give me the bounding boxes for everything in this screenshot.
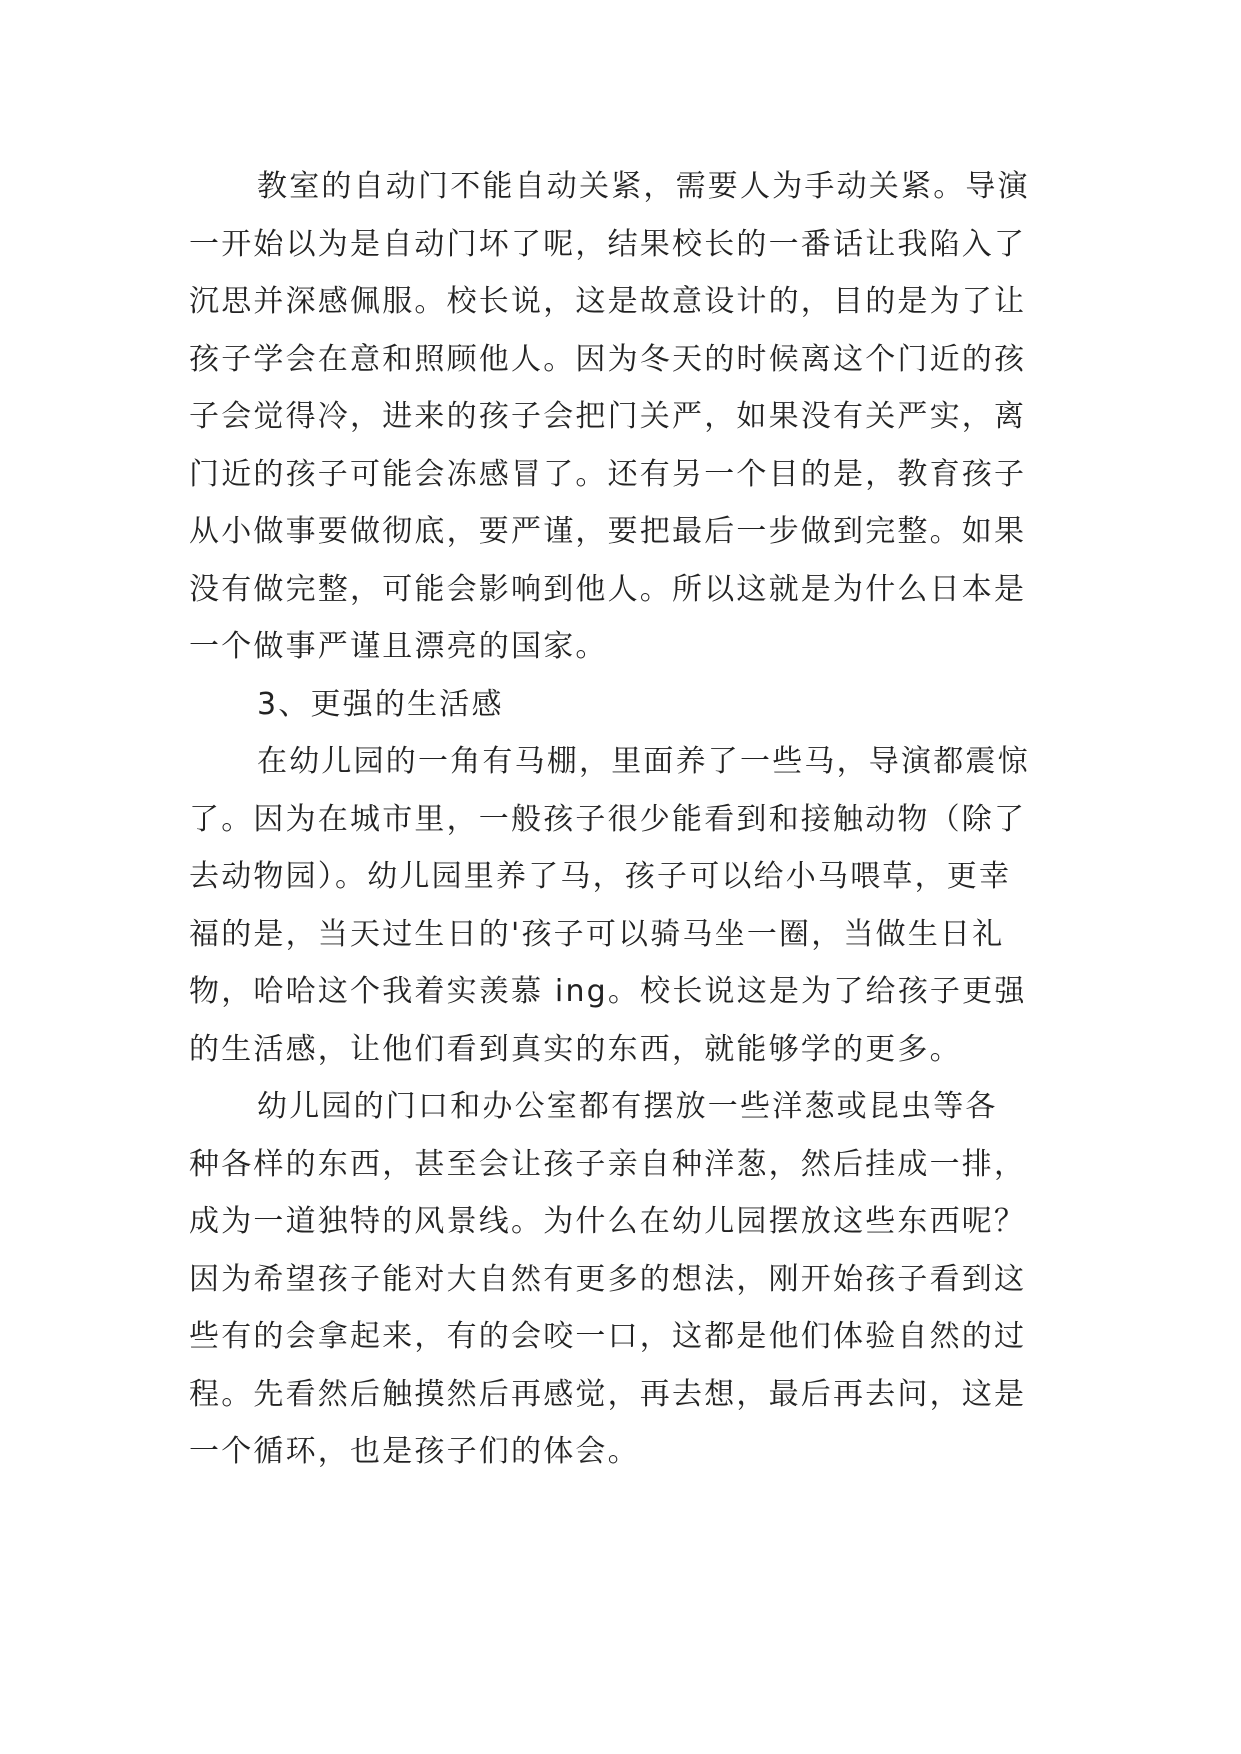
text-line: 种各样的东西，甚至会让孩子亲自种洋葱，然后挂成一排， [189,1146,1027,1182]
text-line: 程。先看然后触摸然后再感觉，再去想，最后再去问，这是 [189,1376,1027,1412]
text-line: 了。因为在城市里，一般孩子很少能看到和接触动物（除了 [189,801,1027,837]
heading-text: 3、更强的生活感 [257,686,504,722]
paragraph-horse-stable [189,733,1069,1078]
text-line: 孩子学会在意和照顾他人。因为冬天的时候离这个门近的孩 [189,341,1027,377]
paragraph-onions-insects [189,1078,1069,1481]
text-line: 在幼儿园的一角有马棚，里面养了一些马，导演都震惊 [257,744,1030,779]
text-line: 门近的孩子可能会冻感冒了。还有另一个目的是，教育孩子 [189,456,1027,492]
section-heading [189,676,1069,734]
text-line: 物，哈哈这个我着实羡慕 ing。校长说这是为了给孩子更强 [189,974,1027,1009]
text-line: 成为一道独特的风景线。为什么在幼儿园摆放这些东西呢？ [189,1204,1027,1239]
text-line: 一个循环，也是孩子们的体会。 [189,1434,640,1469]
text-line: 教室的自动门不能自动关紧，需要人为手动关紧。导演 [257,169,1030,204]
text-line: 幼儿园的门口和办公室都有摆放一些洋葱或昆虫等各 [257,1089,998,1124]
text-line: 去动物园）。幼儿园里养了马，孩子可以给小马喂草，更幸 [189,859,1012,894]
text-line: 因为希望孩子能对大自然有更多的想法，刚开始孩子看到这 [189,1261,1027,1297]
text-line: 从小做事要做彻底，要严谨，要把最后一步做到完整。如果 [189,514,1027,549]
text-line: 些有的会拿起来，有的会咬一口，这都是他们体验自然的过 [189,1319,1027,1354]
document-body [189,158,1069,1481]
paragraph-automatic-door [189,158,1069,676]
text-line: 沉思并深感佩服。校长说，这是故意设计的，目的是为了让 [189,284,1027,319]
text-line: 的生活感，让他们看到真实的东西，就能够学的更多。 [189,1031,962,1067]
text-line: 没有做完整，可能会影响到他人。所以这就是为什么日本是 [189,571,1027,607]
text-line: 一个做事严谨且漂亮的国家。 [189,629,608,664]
text-line: 一开始以为是自动门坏了呢，结果校长的一番话让我陷入了 [189,226,1027,262]
text-line: 子会觉得冷，进来的孩子会把门关严，如果没有关严实，离 [189,399,1027,434]
text-line: 福的是，当天过生日的'孩子可以骑马坐一圈，当做生日礼 [189,916,1005,952]
